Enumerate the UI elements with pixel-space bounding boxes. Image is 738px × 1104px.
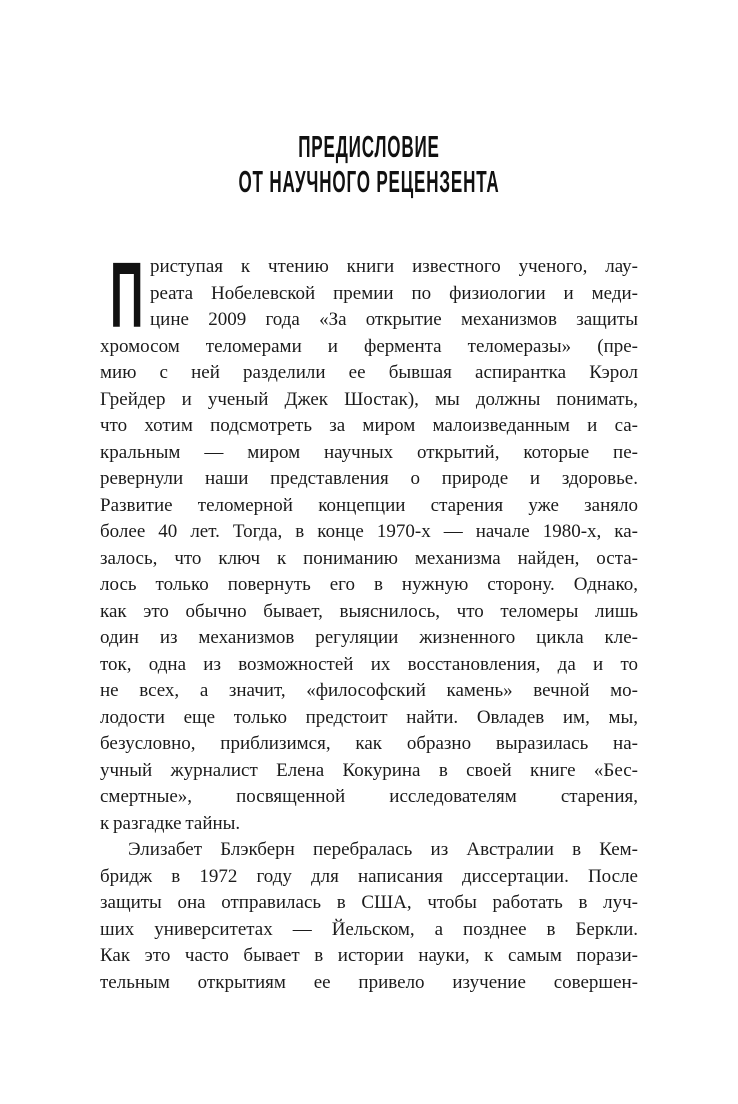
text-line: более 40 лет. Тогда, в конце 1970-х — начале 1980-х, ка- [100,521,638,542]
text-line: лодости еще только предстоит найти. Овладев им, мы, [100,706,638,728]
text-lines [100,254,638,996]
text-line: бридж в 1972 году для написания диссертации. После [100,865,638,887]
body-text [100,243,638,996]
text-line: Развитие теломерной концепции старения уже заняло [100,494,638,516]
text-line: риступая к чтению книги известного ученого, лау- [150,256,638,277]
text-line: мию с ней разделили ее бывшая аспирантка Кэрол [100,362,638,383]
text-line: хромосом теломерами и фермента теломеразы» (пре- [100,335,638,357]
text-line: кральным — миром научных открытий, которые пе- [100,441,638,463]
text-line: ревернули наши представления о природе и здоровье. [100,468,638,489]
text-line: не всех, а значит, «философский камень» вечной мо- [100,680,638,701]
text-line: к разгадке тайны. [100,812,241,834]
text-line: защиты она отправилась в США, чтобы работать в луч- [100,892,638,913]
text-line: что хотим подсмотреть за миром малоизведанным и са- [100,415,638,436]
chapter-title [221,129,517,199]
text-line: учный журналист Елена Кокурина в своей книге «Бес- [100,759,638,781]
text-line: безусловно, приблизимся, как образно выразилась на- [100,733,638,754]
text-line: тельным открытиям ее привело изучение совершен- [100,971,638,993]
text-line: лось только повернуть его в нужную сторону. Однако, [100,574,638,595]
text-line: Как это часто бывает в истории науки, к самым порази- [100,945,638,966]
text-line: Грейдер и ученый Джек Шостак), мы должны понимать, [100,388,638,410]
text-line: смертные», посвященной исследователям старения, [100,786,638,807]
text-line: цине 2009 года «За открытие механизмов защиты [150,309,638,330]
text-line: реата Нобелевской премии по физиологии и меди- [150,282,638,304]
chapter-title-line1: ПРЕДИСЛОВИЕ [298,129,440,164]
chapter-title-line2: ОТ НАУЧНОГО РЕЦЕНЗЕНТА [238,164,500,199]
text-line: ших университетах — Йельском, а позднее в Беркли. [100,918,638,940]
text-line: ток, одна из возможностей их восстановления, да и то [100,653,638,675]
text-line: залось, что ключ к пониманию механизма найден, оста- [100,547,638,569]
text-line: Элизабет Блэкберн перебралась из Австралии в Кем- [128,839,638,860]
drop-cap: П [110,243,144,347]
text-line: один из механизмов регуляции жизненного цикла кле- [100,627,638,648]
text-line: как это обычно бывает, выяснилось, что теломеры лишь [100,600,638,622]
